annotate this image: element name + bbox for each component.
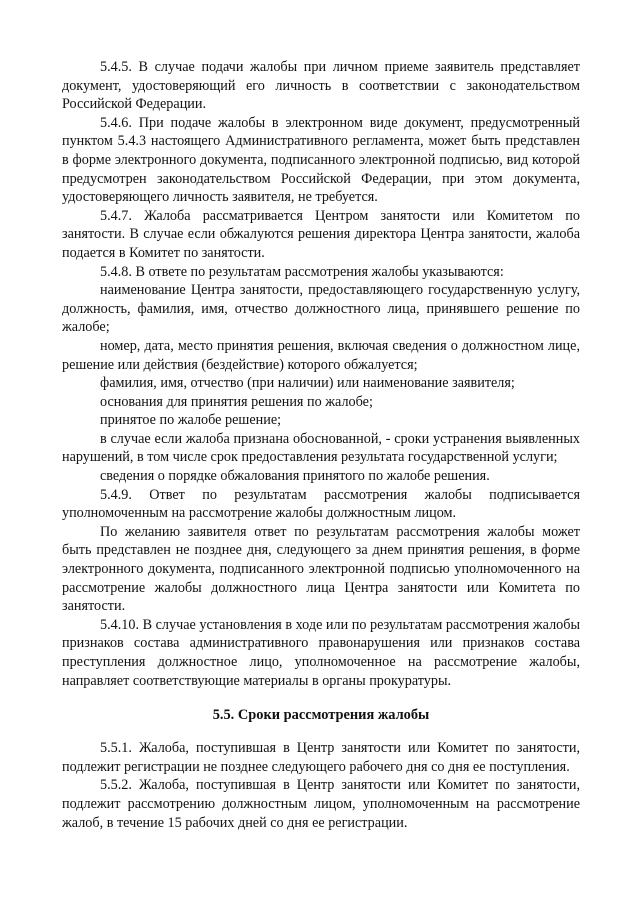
list-item-name-of-center: наименование Центра занятости, предоставляющего государственную услугу, должность, фамилия, имя, отчество должностного лица, принявшего решение по жалобе;: [62, 282, 580, 336]
paragraph-5-5-1: 5.5.1. Жалоба, поступившая в Центр занятости или Комитет по занятости, подлежит регистрации не позднее следующего рабочего дня со дня ее поступления.: [62, 740, 580, 775]
list-item-decision: принятое по жалобе решение;: [100, 412, 282, 429]
paragraph-5-4-6: 5.4.6. При подаче жалобы в электронном виде документ, предусмотренный пунктом 5.4.3 настоящего Административного регламента, может быть представлен в форме электронного документа, подписанного электронной подписью, вид которой предусмотрен законодательством Российской Федерации, при этом документа, удостоверяющего личность заявителя, не требуется.: [62, 114, 580, 206]
list-item-appeal-procedure: сведения о порядке обжалования принятого по жалобе решения.: [100, 468, 490, 485]
paragraph-5-4-10: 5.4.10. В случае установления в ходе или по результатам рассмотрения жалобы признаков состава административного правонарушения или признаков состава преступления должностное лицо, уполномоченное на рассмотрение жалобы, направляет соответствующие материалы в органы прокуратуры.: [62, 616, 580, 689]
list-item-deadlines: в случае если жалоба признана обоснованной, - сроки устранения выявленных нарушений, в том числе срок предоставления результата государственной услуги;: [62, 430, 580, 466]
list-item-applicant-name: фамилия, имя, отчество (при наличии) или наименование заявителя;: [100, 375, 515, 392]
paragraph-5-4-9: 5.4.9. Ответ по результатам рассмотрения жалобы подписывается уполномоченным на рассмотрение жалобы должностным лицом.: [62, 486, 580, 522]
section-heading-5-5: 5.5. Сроки рассмотрения жалобы: [212, 707, 430, 724]
document-page: [62, 58, 580, 832]
paragraph-5-5-2: 5.5.2. Жалоба, поступившая в Центр занятости или Комитет по занятости, подлежит рассмотрению должностным лицом, уполномоченным на рассмотрение жалоб, в течение 15 рабочих дней со дня ее регистрации.: [62, 777, 580, 831]
list-item-grounds: основания для принятия решения по жалобе;: [100, 393, 373, 410]
paragraph-electronic-response: По желанию заявителя ответ по результатам рассмотрения жалобы может быть представлен не позднее дня, следующего за днем принятия решения, в форме электронного документа, подписанного электронной подписью уполномоченного на рассмотрение жалобы должностного лица Центра занятости или Комитета по занятости.: [62, 523, 580, 615]
list-item-decision-number: номер, дата, место принятия решения, включая сведения о должностном лице, решение или действия (бездействие) которого обжалуется;: [62, 337, 580, 373]
paragraph-5-4-5: 5.4.5. В случае подачи жалобы при личном приеме заявитель представляет документ, удостоверяющий его личность в соответствии с законодательством Российской Федерации.: [62, 59, 580, 113]
paragraph-5-4-8: 5.4.8. В ответе по результатам рассмотрения жалобы указываются:: [100, 263, 504, 280]
paragraph-5-4-7: 5.4.7. Жалоба рассматривается Центром занятости или Комитетом по занятости. В случае если обжалуются решения директора Центра занятости, жалоба подается в Комитет по занятости.: [62, 207, 580, 261]
